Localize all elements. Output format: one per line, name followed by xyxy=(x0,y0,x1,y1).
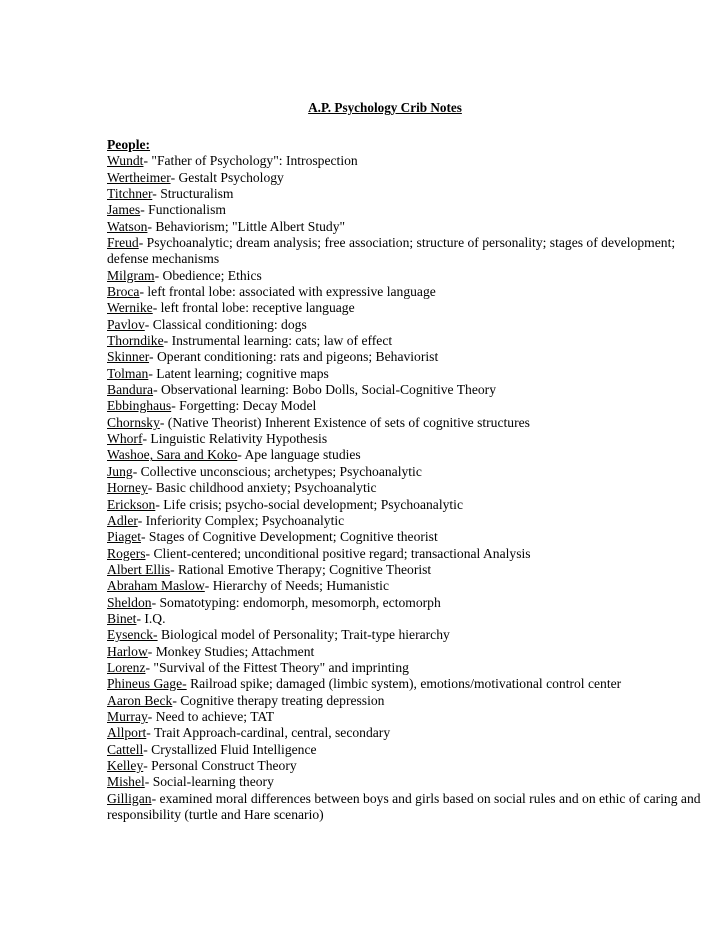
person-name: Jung xyxy=(107,463,133,479)
person-name: Watson xyxy=(107,218,148,234)
list-item xyxy=(107,611,707,627)
person-name: Tolman xyxy=(107,365,149,381)
person-description: - left frontal lobe: receptive language xyxy=(152,300,355,316)
list-item xyxy=(107,268,707,284)
person-name: Aaron Beck xyxy=(107,692,173,708)
list-item xyxy=(107,349,707,365)
list-item xyxy=(107,366,707,382)
list-item xyxy=(107,644,707,660)
list-item xyxy=(107,595,707,611)
person-description: - Personal Construct Theory xyxy=(143,758,297,774)
person-name: Wundt xyxy=(107,153,144,169)
person-description: - left frontal lobe: associated with expressive language xyxy=(139,284,436,300)
person-name: Harlow xyxy=(107,643,148,659)
person-description: Biological model of Personality; Trait-type hierarchy xyxy=(157,627,450,643)
person-description: - Behaviorism; "Little Albert Study" xyxy=(147,218,346,234)
person-name: Erickson xyxy=(107,496,156,512)
list-item xyxy=(107,562,707,578)
person-description: - Observational learning: Bobo Dolls, Social-Cognitive Theory xyxy=(153,382,496,398)
list-item xyxy=(107,398,707,414)
person-description: - Psychoanalytic; dream analysis; free association; structure of personality; stages of development; defense mechanisms xyxy=(107,235,676,267)
list-item xyxy=(107,284,707,300)
person-name: Murray xyxy=(107,708,148,724)
list-item xyxy=(107,202,707,218)
person-description: - Hierarchy of Needs; Humanistic xyxy=(204,578,389,594)
document-title: A.P. Psychology Crib Notes xyxy=(308,100,462,115)
list-item xyxy=(107,497,707,513)
person-name: Freud xyxy=(107,235,139,251)
person-description: - Inferiority Complex; Psychoanalytic xyxy=(137,512,345,528)
list-item xyxy=(107,774,707,790)
list-item xyxy=(107,529,707,545)
person-description: - Operant conditioning: rats and pigeons; Behaviorist xyxy=(149,349,439,365)
person-name: Wernike xyxy=(107,300,153,316)
list-item xyxy=(107,235,707,268)
person-name: Pavlov xyxy=(107,316,145,332)
list-item xyxy=(107,660,707,676)
person-name: Titchner xyxy=(107,185,153,201)
person-name: Ebbinghaus xyxy=(107,398,172,414)
person-name: Allport xyxy=(107,725,147,741)
person-description: - Client-centered; unconditional positive regard; transactional Analysis xyxy=(145,545,531,561)
person-name: James xyxy=(107,202,141,218)
person-name: Adler xyxy=(107,512,138,528)
list-item xyxy=(107,219,707,235)
list-item xyxy=(107,317,707,333)
list-item xyxy=(107,447,707,463)
person-description: - Obedience; Ethics xyxy=(154,267,262,283)
person-description: - "Father of Psychology": Introspection xyxy=(143,153,358,169)
person-name: Kelley xyxy=(107,758,144,774)
list-item xyxy=(107,758,707,774)
person-description: - Structuralism xyxy=(152,185,234,201)
person-name: Abraham Maslow xyxy=(107,578,205,594)
person-description: - Forgetting: Decay Model xyxy=(171,398,317,414)
list-item xyxy=(107,333,707,349)
list-item xyxy=(107,480,707,496)
person-name: Rogers xyxy=(107,545,146,561)
list-item xyxy=(107,627,707,643)
person-description: - Monkey Studies; Attachment xyxy=(147,643,315,659)
person-name: Wertheimer xyxy=(107,169,171,185)
section-heading-people: People: xyxy=(107,137,151,152)
person-description: - Collective unconscious; archetypes; Psychoanalytic xyxy=(132,463,422,479)
person-name: Skinner xyxy=(107,349,150,365)
person-description: - "Survival of the Fittest Theory" and imprinting xyxy=(145,659,409,675)
person-name: Cattell xyxy=(107,741,144,757)
person-description: - Crystallized Fluid Intelligence xyxy=(143,741,317,757)
person-description: Railroad spike; damaged (limbic system), emotions/motivational control center xyxy=(186,676,622,692)
person-name: Washoe, Sara and Koko xyxy=(107,447,238,463)
person-description: - Classical conditioning: dogs xyxy=(144,316,307,332)
person-description: - Ape language studies xyxy=(237,447,361,463)
person-name: Horney xyxy=(107,480,148,496)
person-name: Milgram xyxy=(107,267,155,283)
list-item xyxy=(107,546,707,562)
list-item xyxy=(107,578,707,594)
person-name: Albert Ellis xyxy=(107,561,171,577)
person-description: - Rational Emotive Therapy; Cognitive Theorist xyxy=(170,561,432,577)
list-item xyxy=(107,725,707,741)
person-name: Thorndike xyxy=(107,333,164,349)
person-description: - Need to achieve; TAT xyxy=(147,708,275,724)
person-description: - Gestalt Psychology xyxy=(170,169,284,185)
list-item xyxy=(107,382,707,398)
people-list xyxy=(107,153,707,823)
person-description: - Trait Approach-cardinal, central, secondary xyxy=(146,725,391,741)
person-name: Binet xyxy=(107,610,137,626)
person-name: Whorf xyxy=(107,431,143,447)
list-item xyxy=(107,742,707,758)
person-description: - Somatotyping: endomorph, mesomorph, ectomorph xyxy=(151,594,441,610)
person-description: - Basic childhood anxiety; Psychoanalytic xyxy=(147,480,377,496)
list-item xyxy=(107,170,707,186)
person-name: Chornsky xyxy=(107,414,160,430)
list-item xyxy=(107,300,707,316)
person-description: - Functionalism xyxy=(140,202,226,218)
person-description: - Cognitive therapy treating depression xyxy=(172,692,385,708)
person-name: Bandura xyxy=(107,382,154,398)
list-item xyxy=(107,153,707,169)
person-description: - Life crisis; psycho-social development; Psychoanalytic xyxy=(155,496,463,512)
person-name: Mishel xyxy=(107,774,145,790)
document-page xyxy=(107,100,707,823)
person-description: - Social-learning theory xyxy=(144,774,274,790)
list-item xyxy=(107,693,707,709)
person-name: Eysenck- xyxy=(107,627,158,643)
person-description: - Instrumental learning: cats; law of effect xyxy=(163,333,393,349)
list-item xyxy=(107,513,707,529)
person-name: Broca xyxy=(107,284,140,300)
person-name: Lorenz xyxy=(107,659,146,675)
person-name: Piaget xyxy=(107,529,141,545)
person-description: - I.Q. xyxy=(136,610,166,626)
person-name: Gilligan xyxy=(107,790,152,806)
list-item xyxy=(107,186,707,202)
person-name: Phineus Gage- xyxy=(107,676,187,692)
list-item xyxy=(107,791,707,824)
person-description: - Linguistic Relativity Hypothesis xyxy=(142,431,328,447)
list-item xyxy=(107,431,707,447)
list-item xyxy=(107,464,707,480)
list-item xyxy=(107,676,707,692)
person-description: - examined moral differences between boys and girls based on social rules and on ethic of caring and responsibility (turtle and Hare scenario) xyxy=(107,790,701,823)
person-name: Sheldon xyxy=(107,594,152,610)
person-description: - Latent learning; cognitive maps xyxy=(148,365,329,381)
person-description: - Stages of Cognitive Development; Cognitive theorist xyxy=(140,529,438,545)
list-item xyxy=(107,709,707,725)
list-item xyxy=(107,415,707,431)
person-description: - (Native Theorist) Inherent Existence of sets of cognitive structures xyxy=(159,414,530,430)
